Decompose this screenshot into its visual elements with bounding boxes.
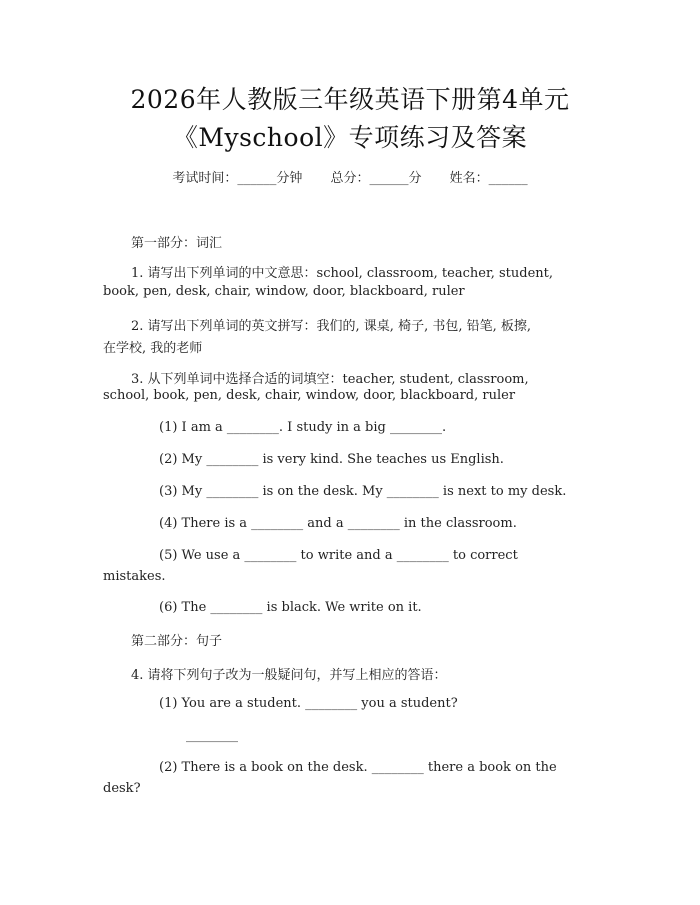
sentence-item-1-answer: ________ [186,728,238,743]
student-name: 姓名：______ [449,171,528,186]
part1-heading: 第一部分：词汇 [131,236,223,251]
exam-info [0,167,700,186]
sentence-item-1: (1) You are a student. ________ you a student? [159,696,458,711]
fill-item-5-line-2: mistakes. [103,569,166,584]
question-3-line-1: 3. 从下列单词中选择合适的词填空：teacher, student, classroom, [131,372,529,387]
fill-item-2: (2) My ________ is very kind. She teaches us English. [159,452,504,467]
fill-item-3: (3) My ________ is on the desk. My ________ is next to my desk. [159,484,567,499]
fill-item-5-line-1: (5) We use a ________ to write and a ________ to correct [159,548,518,563]
fill-item-6: (6) The ________ is black. We write on it. [159,600,422,615]
question-1-line-2: book, pen, desk, chair, window, door, blackboard, ruler [103,284,465,299]
question-3-line-2: school, book, pen, desk, chair, window, door, blackboard, ruler [103,388,516,403]
sentence-item-2-line-2: desk? [103,781,141,796]
fill-item-4: (4) There is a ________ and a ________ in the classroom. [159,516,517,531]
part2-heading: 第二部分：句子 [131,634,223,649]
title-line-2: 《Myschool》专项练习及答案 [172,123,528,152]
question-2-line-2: 在学校, 我的老师 [103,341,203,356]
question-2-line-1: 2. 请写出下列单词的英文拼写：我们的, 课桌, 椅子, 书包, 铅笔, 板擦, [131,319,531,334]
fill-item-1: (1) I am a ________. I study in a big ________. [159,420,447,435]
question-1-line-1: 1. 请写出下列单词的中文意思：school, classroom, teacher, student, [131,266,554,281]
exam-time: 考试时间：______分钟 [172,171,303,186]
question-4: 4. 请将下列句子改为一般疑问句，并写上相应的答语： [131,668,447,683]
total-score: 总分：______分 [330,171,422,186]
title-line-1: 2026年人教版三年级英语下册第4单元 [130,85,570,114]
sentence-item-2-line-1: (2) There is a book on the desk. ________ there a book on the [159,760,557,775]
